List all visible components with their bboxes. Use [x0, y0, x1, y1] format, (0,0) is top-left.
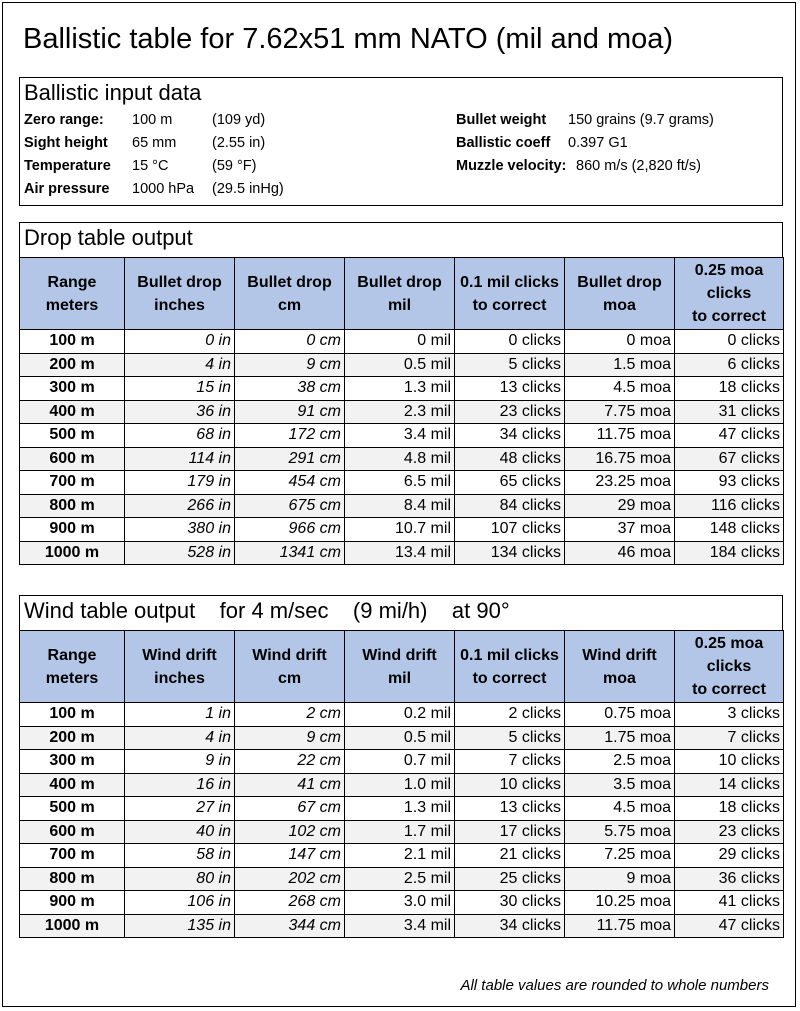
column-header-line: cm: [277, 669, 302, 687]
column-header-line: 0.1 mil clicks: [460, 646, 559, 664]
range-cell: 100 m: [20, 703, 125, 727]
value-cell: 34 clicks: [455, 914, 565, 938]
value-cell: 10.25 moa: [565, 891, 675, 915]
value-cell: 36 in: [125, 400, 235, 424]
table-row: [20, 330, 784, 354]
value-cell: 11.75 moa: [565, 914, 675, 938]
value-cell: 7 clicks: [675, 726, 784, 750]
input-alt: (2.55 in): [212, 135, 266, 151]
value-cell: 9 moa: [565, 867, 675, 891]
value-cell: 184 clicks: [675, 541, 784, 565]
table-row: [20, 471, 784, 495]
value-cell: 344 cm: [235, 914, 345, 938]
value-cell: 1341 cm: [235, 541, 345, 565]
table-row: [20, 400, 784, 424]
value-cell: 7.25 moa: [565, 844, 675, 868]
value-cell: 0.5 mil: [345, 726, 455, 750]
table-row: [20, 820, 784, 844]
column-header-line: 0.25 moa: [694, 635, 764, 652]
wind-table-box: [19, 595, 783, 631]
value-cell: 1.5 moa: [565, 353, 675, 377]
input-label: Sight height: [24, 135, 108, 151]
value-cell: 268 cm: [235, 891, 345, 915]
value-cell: 2.3 mil: [345, 400, 455, 424]
column-header-line: to correct: [472, 296, 547, 314]
value-cell: 2 cm: [235, 703, 345, 727]
value-cell: 135 in: [125, 914, 235, 938]
value-cell: 23 clicks: [455, 400, 565, 424]
value-cell: 291 cm: [235, 447, 345, 471]
value-cell: 41 clicks: [675, 891, 784, 915]
range-cell: 600 m: [20, 820, 125, 844]
value-cell: 13 clicks: [455, 797, 565, 821]
table-row: [20, 750, 784, 774]
input-data-box: [19, 77, 783, 206]
value-cell: 4.5 moa: [565, 797, 675, 821]
value-cell: 17 clicks: [455, 820, 565, 844]
value-cell: 9 cm: [235, 353, 345, 377]
value-cell: 4 in: [125, 353, 235, 377]
value-cell: 23 clicks: [675, 820, 784, 844]
column-header: [675, 258, 784, 330]
value-cell: 179 in: [125, 471, 235, 495]
value-cell: 1.3 mil: [345, 797, 455, 821]
column-header-line: Wind drift: [252, 646, 327, 664]
column-header-line: Bullet drop: [357, 273, 442, 291]
value-cell: 0.5 mil: [345, 353, 455, 377]
value-cell: 675 cm: [235, 494, 345, 518]
input-value: 150 grains (9.7 grams): [568, 112, 714, 128]
value-cell: 1.7 mil: [345, 820, 455, 844]
table-row: [20, 541, 784, 565]
input-label: Muzzle velocity:: [456, 158, 567, 174]
value-cell: 16 in: [125, 773, 235, 797]
value-cell: 13 clicks: [455, 377, 565, 401]
value-cell: 10 clicks: [675, 750, 784, 774]
wind-table: [19, 630, 784, 938]
column-header-line: meters: [45, 669, 99, 687]
column-header-line: to correct: [692, 681, 766, 698]
value-cell: 148 clicks: [675, 518, 784, 542]
value-cell: 15 in: [125, 377, 235, 401]
value-cell: 37 moa: [565, 518, 675, 542]
value-cell: 0.7 mil: [345, 750, 455, 774]
range-cell: 100 m: [20, 330, 125, 354]
value-cell: 11.75 moa: [565, 424, 675, 448]
value-cell: 22 cm: [235, 750, 345, 774]
value-cell: 102 cm: [235, 820, 345, 844]
value-cell: 2.5 mil: [345, 867, 455, 891]
column-header: [455, 258, 565, 330]
value-cell: 1 in: [125, 703, 235, 727]
column-header-line: moa: [603, 296, 636, 314]
drop-table: [19, 257, 784, 565]
column-header-line: Wind drift: [362, 646, 437, 664]
column-header: [345, 258, 455, 330]
value-cell: 202 cm: [235, 867, 345, 891]
range-cell: 700 m: [20, 844, 125, 868]
value-cell: 3.0 mil: [345, 891, 455, 915]
value-cell: 0 in: [125, 330, 235, 354]
value-cell: 13.4 mil: [345, 541, 455, 565]
column-header-line: clicks: [706, 285, 752, 302]
input-value: 100 m: [132, 112, 173, 128]
value-cell: 29 moa: [565, 494, 675, 518]
value-cell: 9 in: [125, 750, 235, 774]
column-header-line: moa: [603, 669, 636, 687]
column-header: [125, 258, 235, 330]
input-value: 0.397 G1: [568, 135, 628, 151]
ballistic-sheet: [2, 2, 796, 1007]
value-cell: 36 clicks: [675, 867, 784, 891]
value-cell: 9 cm: [235, 726, 345, 750]
value-cell: 0.75 moa: [565, 703, 675, 727]
value-cell: 380 in: [125, 518, 235, 542]
value-cell: 2 clicks: [455, 703, 565, 727]
value-cell: 0 clicks: [675, 330, 784, 354]
column-header-line: clicks: [706, 658, 752, 675]
value-cell: 172 cm: [235, 424, 345, 448]
range-cell: 800 m: [20, 867, 125, 891]
column-header-line: mil: [387, 296, 412, 314]
range-cell: 400 m: [20, 400, 125, 424]
input-value: 15 °C: [132, 158, 169, 174]
value-cell: 1.3 mil: [345, 377, 455, 401]
input-label: Temperature: [24, 158, 111, 174]
value-cell: 80 in: [125, 867, 235, 891]
input-label: Air pressure: [24, 181, 110, 197]
value-cell: 47 clicks: [675, 424, 784, 448]
column-header-line: Bullet drop: [577, 273, 662, 291]
table-row: [20, 353, 784, 377]
column-header-line: Wind drift: [142, 646, 217, 664]
value-cell: 528 in: [125, 541, 235, 565]
value-cell: 68 in: [125, 424, 235, 448]
table-row: [20, 844, 784, 868]
range-cell: 200 m: [20, 726, 125, 750]
range-cell: 800 m: [20, 494, 125, 518]
value-cell: 34 clicks: [455, 424, 565, 448]
range-cell: 900 m: [20, 891, 125, 915]
range-cell: 200 m: [20, 353, 125, 377]
input-value: 1000 hPa: [132, 181, 195, 197]
value-cell: 38 cm: [235, 377, 345, 401]
value-cell: 3 clicks: [675, 703, 784, 727]
footer-note: All table values are rounded to whole numbers: [460, 977, 769, 994]
table-row: [20, 447, 784, 471]
value-cell: 2.5 moa: [565, 750, 675, 774]
value-cell: 16.75 moa: [565, 447, 675, 471]
table-row: [20, 377, 784, 401]
value-cell: 2.1 mil: [345, 844, 455, 868]
value-cell: 1.75 moa: [565, 726, 675, 750]
value-cell: 41 cm: [235, 773, 345, 797]
column-header: [235, 631, 345, 703]
column-header-line: Wind drift: [582, 646, 657, 664]
value-cell: 4 in: [125, 726, 235, 750]
value-cell: 3.4 mil: [345, 914, 455, 938]
value-cell: 30 clicks: [455, 891, 565, 915]
column-header-line: 0.25 moa: [694, 262, 764, 279]
wind-table-heading: Wind table output for 4 m/sec (9 mi/h) at 90°: [24, 598, 510, 623]
range-cell: 600 m: [20, 447, 125, 471]
drop-table-heading: Drop table output: [24, 225, 193, 250]
value-cell: 8.4 mil: [345, 494, 455, 518]
value-cell: 0 cm: [235, 330, 345, 354]
column-header-line: Bullet drop: [137, 273, 222, 291]
value-cell: 84 clicks: [455, 494, 565, 518]
table-row: [20, 424, 784, 448]
value-cell: 4.8 mil: [345, 447, 455, 471]
column-header-line: to correct: [692, 308, 766, 325]
column-header: [20, 258, 125, 330]
value-cell: 31 clicks: [675, 400, 784, 424]
column-header: [345, 631, 455, 703]
column-header-line: to correct: [472, 669, 547, 687]
drop-table-box: [19, 222, 783, 258]
column-header-line: cm: [277, 296, 302, 314]
value-cell: 27 in: [125, 797, 235, 821]
input-alt: (59 °F): [212, 158, 257, 174]
table-row: [20, 703, 784, 727]
value-cell: 18 clicks: [675, 797, 784, 821]
value-cell: 58 in: [125, 844, 235, 868]
input-label: Ballistic coeff: [456, 135, 551, 151]
column-header-line: Range: [47, 273, 97, 291]
value-cell: 47 clicks: [675, 914, 784, 938]
column-header: [565, 631, 675, 703]
value-cell: 23.25 moa: [565, 471, 675, 495]
value-cell: 29 clicks: [675, 844, 784, 868]
range-cell: 500 m: [20, 424, 125, 448]
value-cell: 5 clicks: [455, 353, 565, 377]
value-cell: 93 clicks: [675, 471, 784, 495]
range-cell: 1000 m: [20, 541, 125, 565]
value-cell: 40 in: [125, 820, 235, 844]
value-cell: 7.75 moa: [565, 400, 675, 424]
value-cell: 106 in: [125, 891, 235, 915]
value-cell: 107 clicks: [455, 518, 565, 542]
column-header-line: inches: [154, 669, 205, 687]
value-cell: 0 mil: [345, 330, 455, 354]
value-cell: 0 moa: [565, 330, 675, 354]
column-header: [675, 631, 784, 703]
column-header-line: Bullet drop: [247, 273, 332, 291]
value-cell: 0.2 mil: [345, 703, 455, 727]
table-row: [20, 494, 784, 518]
column-header: [125, 631, 235, 703]
column-header-line: inches: [154, 296, 205, 314]
column-header-line: meters: [45, 296, 99, 314]
range-cell: 1000 m: [20, 914, 125, 938]
table-row: [20, 891, 784, 915]
column-header-line: Range: [47, 646, 97, 664]
value-cell: 46 moa: [565, 541, 675, 565]
value-cell: 21 clicks: [455, 844, 565, 868]
value-cell: 147 cm: [235, 844, 345, 868]
table-row: [20, 518, 784, 542]
value-cell: 114 in: [125, 447, 235, 471]
table-row: [20, 797, 784, 821]
value-cell: 5.75 moa: [565, 820, 675, 844]
value-cell: 6 clicks: [675, 353, 784, 377]
value-cell: 91 cm: [235, 400, 345, 424]
value-cell: 5 clicks: [455, 726, 565, 750]
range-cell: 300 m: [20, 377, 125, 401]
value-cell: 48 clicks: [455, 447, 565, 471]
range-cell: 700 m: [20, 471, 125, 495]
range-cell: 300 m: [20, 750, 125, 774]
value-cell: 134 clicks: [455, 541, 565, 565]
value-cell: 65 clicks: [455, 471, 565, 495]
value-cell: 454 cm: [235, 471, 345, 495]
table-row: [20, 726, 784, 750]
value-cell: 966 cm: [235, 518, 345, 542]
input-data-heading: Ballistic input data: [24, 80, 202, 105]
column-header-line: 0.1 mil clicks: [460, 273, 559, 291]
input-label: Zero range:: [24, 112, 104, 128]
value-cell: 10 clicks: [455, 773, 565, 797]
value-cell: 0 clicks: [455, 330, 565, 354]
value-cell: 14 clicks: [675, 773, 784, 797]
input-value: 65 mm: [132, 135, 177, 151]
value-cell: 116 clicks: [675, 494, 784, 518]
value-cell: 10.7 mil: [345, 518, 455, 542]
value-cell: 7 clicks: [455, 750, 565, 774]
input-alt: (29.5 inHg): [212, 181, 284, 197]
column-header: [235, 258, 345, 330]
value-cell: 25 clicks: [455, 867, 565, 891]
value-cell: 4.5 moa: [565, 377, 675, 401]
table-row: [20, 914, 784, 938]
value-cell: 67 cm: [235, 797, 345, 821]
column-header: [455, 631, 565, 703]
value-cell: 18 clicks: [675, 377, 784, 401]
value-cell: 1.0 mil: [345, 773, 455, 797]
column-header: [565, 258, 675, 330]
value-cell: 67 clicks: [675, 447, 784, 471]
column-header-line: mil: [387, 669, 412, 687]
table-row: [20, 867, 784, 891]
value-cell: 3.4 mil: [345, 424, 455, 448]
page-title: Ballistic table for 7.62x51 mm NATO (mil and moa): [23, 23, 674, 55]
input-label: Bullet weight: [456, 112, 547, 128]
table-row: [20, 773, 784, 797]
value-cell: 266 in: [125, 494, 235, 518]
input-value: 860 m/s (2,820 ft/s): [576, 158, 701, 174]
range-cell: 400 m: [20, 773, 125, 797]
input-alt: (109 yd): [212, 112, 266, 128]
range-cell: 900 m: [20, 518, 125, 542]
column-header: [20, 631, 125, 703]
value-cell: 3.5 moa: [565, 773, 675, 797]
range-cell: 500 m: [20, 797, 125, 821]
value-cell: 6.5 mil: [345, 471, 455, 495]
